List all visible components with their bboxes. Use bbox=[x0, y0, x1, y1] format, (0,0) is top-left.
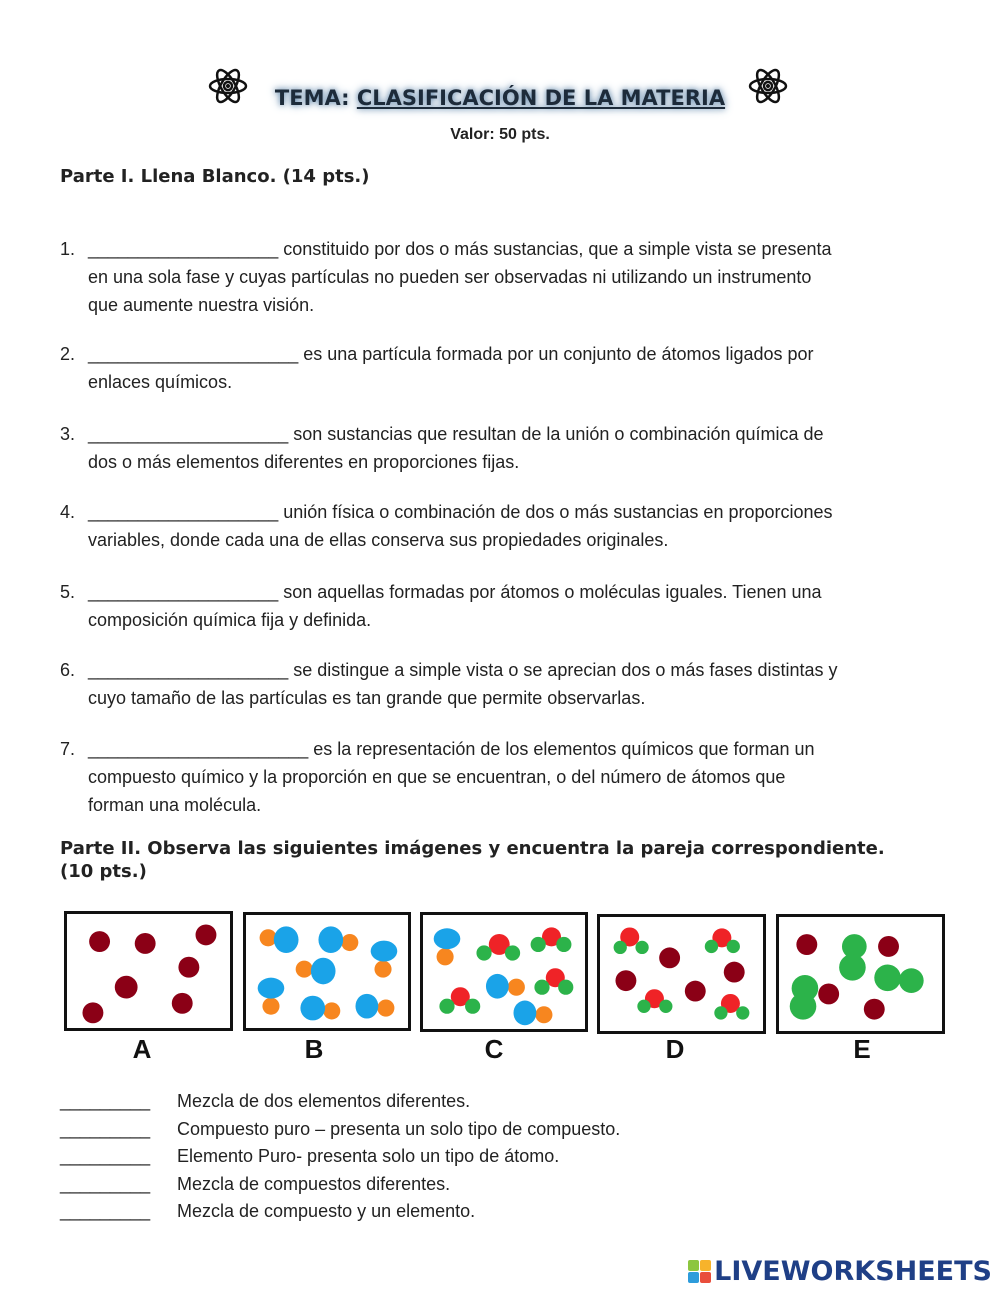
compound-mixture-diagram bbox=[423, 915, 585, 1029]
question-number: 1. bbox=[60, 239, 76, 259]
question-number: 2. bbox=[60, 344, 76, 364]
question-number: 7. bbox=[60, 739, 76, 759]
match-item bbox=[60, 1087, 470, 1115]
question-number: 5. bbox=[60, 582, 76, 602]
part2-heading bbox=[60, 837, 885, 883]
image-box-e bbox=[776, 914, 945, 1034]
question-item bbox=[60, 340, 960, 396]
worksheet-title bbox=[0, 86, 1000, 110]
question-line: que aumente nuestra visión. bbox=[88, 295, 315, 315]
answer-blank[interactable]: _________ bbox=[60, 1173, 151, 1194]
answer-blank[interactable]: _________ bbox=[60, 1146, 151, 1166]
part2-heading-line1: Parte II. Observa las siguientes imágenes y encuentra la pareja correspondiente. bbox=[60, 838, 885, 859]
match-description: Elemento Puro- presenta solo un tipo de átomo. bbox=[177, 1146, 560, 1166]
question-line: cuyo tamaño de las partículas es tan grande que permite observarlas. bbox=[88, 688, 646, 708]
match-description: Mezcla de compuestos diferentes. bbox=[177, 1173, 451, 1194]
title-main: CLASIFICACIÓN DE LA MATERIA bbox=[356, 86, 726, 110]
answer-blank[interactable]: _________ bbox=[60, 1091, 151, 1111]
match-item bbox=[60, 1197, 475, 1225]
question-line: ____________________ se distingue a simple vista o se aprecian dos o más fases distintas y bbox=[88, 660, 838, 680]
question-item bbox=[60, 420, 960, 476]
question-line: ____________________ son sustancias que resultan de la unión o combinación química de bbox=[88, 424, 824, 444]
question-line: dos o más elementos diferentes en proporciones fijas. bbox=[88, 452, 520, 472]
label-c: C bbox=[484, 1034, 504, 1064]
live-badge-icon bbox=[688, 1260, 711, 1283]
question-line: composición química fija y definida. bbox=[88, 610, 372, 630]
question-item bbox=[60, 498, 960, 554]
question-number: 3. bbox=[60, 424, 76, 444]
liveworksheets-logo bbox=[688, 1256, 992, 1287]
match-item bbox=[60, 1142, 559, 1170]
pure-element-diagram bbox=[67, 914, 230, 1028]
question-line: ______________________ es la representación de los elementos químicos que forman un bbox=[88, 739, 815, 759]
answer-blank[interactable]: _________ bbox=[60, 1118, 151, 1139]
label-a: A bbox=[132, 1034, 152, 1064]
question-line: variables, donde cada una de ellas conserva sus propiedades originales. bbox=[88, 530, 669, 550]
image-box-a bbox=[64, 911, 233, 1031]
match-item bbox=[60, 1170, 450, 1198]
image-box-d bbox=[597, 914, 766, 1034]
match-description: Compuesto puro – presenta un solo tipo de compuesto. bbox=[177, 1118, 621, 1139]
pure-compound-diagram bbox=[246, 915, 408, 1028]
question-line: _____________________ es una partícula formada por un conjunto de átomos ligados por bbox=[88, 344, 814, 364]
question-line: ___________________ unión física o combinación de dos o más sustancias en proporciones bbox=[88, 502, 833, 522]
two-element-mixture-diagram bbox=[779, 917, 942, 1031]
part1-heading: Parte I. Llena Blanco. (14 pts.) bbox=[60, 166, 370, 187]
question-line: compuesto químico y la proporción en que se encuentran, o del número de átomos que bbox=[88, 767, 786, 787]
question-line: forman una molécula. bbox=[88, 795, 262, 815]
match-description: Mezcla de compuesto y un elemento. bbox=[177, 1201, 476, 1221]
question-line: ___________________ son aquellas formadas por átomos o moléculas iguales. Tienen una bbox=[88, 582, 822, 602]
image-box-b bbox=[243, 912, 411, 1031]
label-b: B bbox=[304, 1034, 324, 1064]
question-number: 4. bbox=[60, 502, 76, 522]
question-item bbox=[60, 235, 960, 319]
label-d: D bbox=[665, 1034, 685, 1064]
question-line: ___________________ constituido por dos o más sustancias, que a simple vista se presenta bbox=[88, 239, 832, 259]
logo-text: LIVEWORKSHEETS bbox=[714, 1256, 992, 1287]
compound-element-mixture-diagram bbox=[600, 917, 763, 1031]
points-value: Valor: 50 pts. bbox=[450, 126, 550, 143]
question-item bbox=[60, 735, 960, 819]
answer-blank[interactable]: _________ bbox=[60, 1201, 151, 1221]
match-item bbox=[60, 1115, 620, 1143]
question-item bbox=[60, 656, 960, 712]
image-box-c bbox=[420, 912, 588, 1032]
title-prefix: TEMA: bbox=[274, 86, 357, 110]
question-line: en una sola fase y cuyas partículas no pueden ser observadas ni utilizando un instrumento bbox=[88, 267, 812, 287]
question-number: 6. bbox=[60, 660, 76, 680]
question-item bbox=[60, 578, 960, 634]
part2-heading-line2: (10 pts.) bbox=[60, 861, 147, 882]
match-description: Mezcla de dos elementos diferentes. bbox=[177, 1091, 471, 1111]
label-e: E bbox=[853, 1034, 871, 1064]
question-line: enlaces químicos. bbox=[88, 372, 233, 392]
